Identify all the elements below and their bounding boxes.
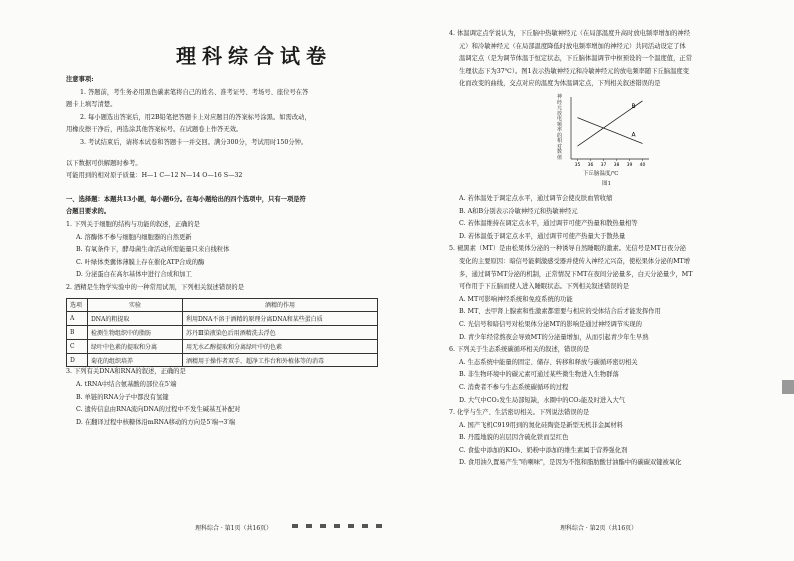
table-row bbox=[67, 353, 378, 367]
section-heading: 合题目要求的。 bbox=[66, 208, 111, 216]
q3-option: A. tRNA中结合氨基酸的部位在5′端 bbox=[76, 381, 177, 389]
table-cell: 绿叶中色素的提取和分离 bbox=[88, 339, 183, 353]
x-tick-label: 38 bbox=[613, 163, 620, 168]
table-cell: DNA的粗提取 bbox=[88, 312, 183, 326]
table-header-row bbox=[67, 298, 378, 312]
x-tick-label: 35 bbox=[574, 163, 581, 168]
q5-option: A. MT可影响神经系统和免疫系统的功能 bbox=[459, 295, 573, 303]
table-cell: 用无水乙醇提取和分离绿叶中的色素 bbox=[183, 339, 378, 353]
q5-option: C. 光信号和暗信号对松果体分泌MT的影响是通过神经调节实现的 bbox=[459, 320, 642, 328]
q4-block bbox=[449, 31, 779, 94]
figure-xlabel: 下丘脑温度/℃ bbox=[583, 171, 619, 177]
q4-stem-line: 化而改变的曲线，交点对应的温度为体温调定点，下列相关叙述错误的是 bbox=[459, 80, 661, 88]
table-cell: 苏丹Ⅲ染液染色后用酒精洗去浮色 bbox=[183, 326, 378, 340]
q1-option: D. 分泌蛋白在高尔基体中进行合成和加工 bbox=[76, 271, 192, 279]
notice-line: 用橡皮擦干净后，再选涂其他答案标号。在试题卷上作答无效。 bbox=[66, 126, 243, 134]
registration-mark bbox=[292, 524, 298, 528]
registration-mark bbox=[320, 524, 326, 528]
notice-line: 2. 每小题选出答案后，用2B铅笔把答题卡上对应题目的答案标号涂黑。如需改动， bbox=[80, 113, 311, 121]
series-label-a: A bbox=[631, 131, 636, 139]
page-footer: 理科综合 · 第2页（共16页） bbox=[560, 525, 638, 532]
table-row bbox=[67, 326, 378, 340]
q7-option: C. 食盐中添加的KIO₃、奶粉中添加的维生素属于营养强化剂 bbox=[459, 446, 628, 454]
q3-option: C. 遗传信息由RNA流向DNA的过程中不发生碱基互补配对 bbox=[76, 406, 241, 414]
figure-1 bbox=[557, 93, 657, 191]
table-header-cell: 酒精的作用 bbox=[183, 298, 378, 312]
table-header-cell: 选项 bbox=[67, 298, 88, 312]
table-row bbox=[67, 312, 378, 326]
figure-caption: 图1 bbox=[602, 181, 611, 187]
table-row bbox=[67, 339, 378, 353]
q1-stem: 1. 下列关于细胞的结构与功能的叙述，正确的是 bbox=[66, 220, 200, 228]
q4-options bbox=[449, 196, 779, 473]
q5-option: B. MT、去甲肾上腺素和性激素都需要与相应的受体结合后才能发挥作用 bbox=[459, 308, 661, 316]
page-right bbox=[397, 0, 794, 561]
q7-option: B. 丹霞地貌的岩层因含硫化铁而呈红色 bbox=[459, 434, 569, 442]
table-cell: B bbox=[67, 326, 88, 340]
q7-option: D. 食用油久置易产生"哈喇味"，是因为不饱和脂肪酸甘油酯中的碳碳双键被氧化 bbox=[459, 459, 682, 467]
notice-heading: 注意事项: bbox=[66, 76, 94, 83]
q4-stem-line: 温调定点（是为调节体温于恒定状态，下丘脑体温调节中枢预设的一个温度值，正常 bbox=[459, 55, 692, 63]
q1-option: A. 溶酶体不参与细胞内细胞器的自然更新 bbox=[76, 233, 192, 241]
page-footer: 理科综合 · 第1页（共16页） bbox=[195, 525, 273, 532]
table-cell: 酒精用于操作者双手、超净工作台和外植体等的消毒 bbox=[183, 353, 378, 367]
x-tick-label: 36 bbox=[587, 163, 594, 168]
registration-mark bbox=[348, 524, 354, 528]
q5-stem-line: 5. 褪黑素（MT）是由松果体分泌的一种诱导自然睡眠的激素。光信号是MT日夜分泌 bbox=[449, 245, 687, 253]
q4-stem-line: 4. 体温调定点学说认为，下丘脑中热敏神经元（在局部温度升高时放电频率增加的神经 bbox=[449, 30, 690, 37]
notice-line: 3. 考试结束后，请将本试卷和答题卡一并交回。满分300分，考试用时150分钟。 bbox=[80, 138, 308, 146]
q5-stem-line: 可作用于下丘脑而使人进入睡眠状态。下列相关叙述错误的是 bbox=[459, 283, 630, 291]
q7-option: A. 国产飞机C919用到的氮化硅陶瓷是新型无机非金属材料 bbox=[459, 421, 623, 429]
q5-stem-line: 多，通过调节MT分泌的机制，正常情况下MT在夜间分泌量多，白天分泌量少，MT bbox=[459, 270, 693, 278]
notice-block bbox=[66, 77, 386, 432]
table-cell: C bbox=[67, 339, 88, 353]
q7-stem: 7. 化学与生产、生活密切相关。下列说法错误的是 bbox=[449, 409, 590, 417]
section-heading: 一、选择题：本题共13小题，每小题6分。在每小题给出的四个选项中，只有一项是符 bbox=[66, 195, 306, 203]
table-cell: D bbox=[67, 353, 88, 367]
q4-option: A. 若体温处于调定点水平，通过调节会使皮肤血管收缩 bbox=[459, 195, 613, 202]
notice-line: 题卡上填写清楚。 bbox=[66, 101, 117, 109]
q6-option: B. 非生物环境中的碳元素可通过某些微生物进入生物群落 bbox=[459, 371, 619, 379]
q3-option: D. 在翻译过程中核糖体沿mRNA移动的方向是5′端→3′端 bbox=[76, 418, 236, 426]
q6-option: A. 生态系统中能量的固定、储存、转移和释放与碳循环密切相关 bbox=[459, 358, 638, 366]
table-cell: 菊花的组织培养 bbox=[88, 353, 183, 367]
notice-line: 1. 答题前，考生务必用黑色碳素笔将自己的姓名、准考证号、考场号、座位号在答 bbox=[80, 88, 309, 96]
q4-option: D. 若体温低于调定点水平，通过调节可使产热量大于散热量 bbox=[459, 232, 626, 240]
q2-stem: 2. 酒精是生物学实验中的一种常用试剂，下列相关叙述错误的是 bbox=[66, 283, 245, 291]
q4-option: C. 若体温维持在调定点水平，通过调节可使产热量和散热量相等 bbox=[459, 220, 638, 228]
table-cell: 检测生物组织中的脂肪 bbox=[88, 326, 183, 340]
registration-mark bbox=[376, 524, 382, 528]
q4-stem-line: 元）和冷敏神经元（在局部温度降低时放电频率增加的神经元）共同活动设定了体 bbox=[459, 42, 686, 50]
q3-option: B. 单链的RNA分子中都没有氢键 bbox=[76, 393, 169, 401]
atomic-masses: 可能用到的相对原子质量：H—1 C—12 N—14 O—16 S—32 bbox=[66, 172, 243, 180]
q6-option: D. 大气中CO₂发生局部短缺，水圈中的CO₂能及时进入大气 bbox=[459, 396, 626, 404]
exam-title: 理科综合试卷 bbox=[176, 44, 332, 68]
series-label-b: B bbox=[631, 102, 636, 110]
edge-tab bbox=[782, 380, 794, 394]
figure-ylabel: 神经元放电频率的相对数值 bbox=[557, 94, 563, 161]
q4-option: B. A和B分别表示冷敏神经元和热敏神经元 bbox=[459, 207, 578, 215]
q5-option: D. 青少年经常熬夜会导致MT的分泌量增加，从而引起青少年生早熟 bbox=[459, 333, 649, 341]
data-intro: 以下数据可供解题时参考。 bbox=[66, 159, 142, 167]
registration-mark bbox=[362, 524, 368, 528]
x-tick-label: 37 bbox=[600, 163, 607, 168]
table-header-cell: 实验 bbox=[88, 298, 183, 312]
q6-option: C. 消费者不参与生态系统碳循环的过程 bbox=[459, 383, 569, 391]
q1-option: C. 叶绿体类囊体薄膜上存在催化ATP合成的酶 bbox=[76, 258, 205, 266]
q1-option: B. 有氧条件下，酵母菌生命活动所需能量只来自线粒体 bbox=[76, 246, 230, 254]
registration-mark bbox=[306, 524, 312, 528]
q3-stem: 3. 下列有关DNA和RNA的叙述，正确的是 bbox=[66, 368, 186, 376]
q2-table bbox=[66, 298, 378, 368]
table-cell: A bbox=[67, 312, 88, 326]
q6-stem: 6. 下列关于生态系统碳循环相关的叙述，错误的是 bbox=[449, 346, 590, 354]
x-tick-label: 39 bbox=[626, 163, 633, 168]
x-tick-label: 40 bbox=[639, 163, 646, 168]
registration-mark bbox=[334, 524, 340, 528]
table-cell: 利用DNA不溶于酒精的原理分离DNA和某些蛋白质 bbox=[183, 312, 378, 326]
q5-stem-line: 变化的主要原因：暗信号能刺激感受器并使传入神经元兴奋，使松果体分泌的MT增 bbox=[459, 257, 691, 265]
q4-stem-line: 生理状态下为37℃）。图1表示热敏神经元和冷敏神经元的放电频率随下丘脑温度变 bbox=[459, 67, 690, 75]
